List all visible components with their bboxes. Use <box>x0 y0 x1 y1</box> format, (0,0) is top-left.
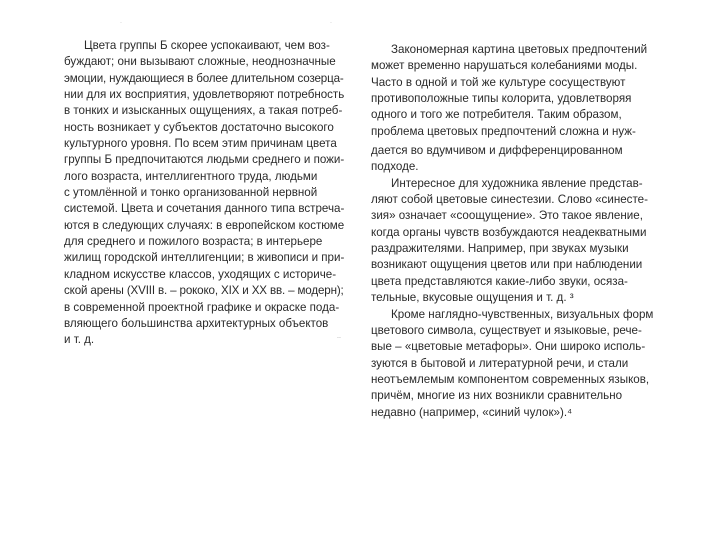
text-line: проблема цветовых предпочтений сложна и нуж- <box>371 124 636 138</box>
text-line: зуются в бытовой и литературной речи, и стали <box>371 356 629 370</box>
text-line: вые – «цветовые метафоры». Они широко исполь- <box>371 340 646 354</box>
text-line: кладном искусстве классов, уходящих с историче- <box>64 267 337 281</box>
scan-mark: .. <box>337 333 341 340</box>
text-line: Интересное для художника явление представ- <box>391 176 643 190</box>
right-page-text <box>371 42 671 421</box>
text-line: тельные, вкусовые ощущения и т. д. ³ <box>371 291 574 305</box>
text-line: лого возраста, интеллигентного труда, людьми <box>64 169 318 183</box>
text-line: причём, многие из них возникли сравнительно <box>371 389 623 403</box>
text-line: неотъемлемым компонентом современных языков, <box>371 372 650 386</box>
text-line: недавно (например, «синий чулок»).⁴ <box>371 405 573 419</box>
scan-speck: · <box>330 20 332 26</box>
text-line: для среднего и пожилого возраста; в интерьере <box>64 235 323 249</box>
text-line: в современной проектной графике и окраске пода- <box>64 300 340 314</box>
text-line: Кроме наглядно-чувственных, визуальных форм <box>391 307 654 321</box>
text-line: буждают; они вызывают сложные, неоднозначные <box>64 55 336 69</box>
text-line: и т. д. <box>64 333 95 347</box>
text-line: когда органы чувств возбуждаются неадекватными <box>371 225 647 239</box>
text-line: ются в следующих случаях: в европейском костюме <box>64 218 345 232</box>
text-line: ность возникает у субъектов достаточно высокого <box>64 120 334 134</box>
text-line: подходе. <box>371 160 419 174</box>
text-line: ляют собой цветовые синестезии. Слово «синесте- <box>371 193 648 207</box>
text-line: Цвета группы Б скорее успокаивают, чем воз- <box>84 39 330 52</box>
text-line: раздражителями. Например, при звуках музыки <box>371 242 629 256</box>
text-line: противоположные типы колорита, удовлетворяя <box>371 92 632 106</box>
text-line: одного и того же потребителя. Таким образом, <box>371 108 622 122</box>
text-line: в тонких и изысканных ощущениях, а такая потреб- <box>64 104 343 118</box>
text-line: может временно нарушаться колебаниями моды. <box>371 59 638 73</box>
text-line: цветового символа, существует и языковые, рече- <box>371 323 642 337</box>
text-line: системой. Цвета и сочетания данного типа встреча- <box>64 202 345 216</box>
text-line: вляющего большинства архитектурных объектов <box>64 316 329 330</box>
scan-speck: · <box>120 20 122 26</box>
text-line: цвета представляются какие-либо звуки, осяза- <box>371 274 628 288</box>
text-line: ской арены (XVIII в. – рококо, XIX и XX вв. – модерн); <box>64 284 344 298</box>
text-line: дается во вдумчивом и дифференцированном <box>371 144 623 158</box>
text-line: культурного уровня. По всем этим причинам цвета <box>64 137 337 151</box>
text-line: с утомлённой и тонко организованной нервной <box>64 186 318 200</box>
text-line: нии для их восприятия, удовлетворяют потребность <box>64 88 345 102</box>
text-line: эмоции, нуждающиеся в более длительном созерца- <box>64 71 344 85</box>
text-line: возникают ощущения цветов или при наблюдении <box>371 258 643 272</box>
text-line: Закономерная картина цветовых предпочтений <box>391 43 648 56</box>
left-page-text <box>64 38 344 349</box>
text-line: группы Б предпочитаются людьми среднего и пожи- <box>64 153 345 167</box>
text-line: жилищ городской интеллигенции; в живописи и при- <box>64 251 345 265</box>
text-line: Часто в одной и той же культуре сосуществуют <box>371 75 626 89</box>
text-line: зия» означает «соощущение». Это такое явление, <box>371 209 643 223</box>
